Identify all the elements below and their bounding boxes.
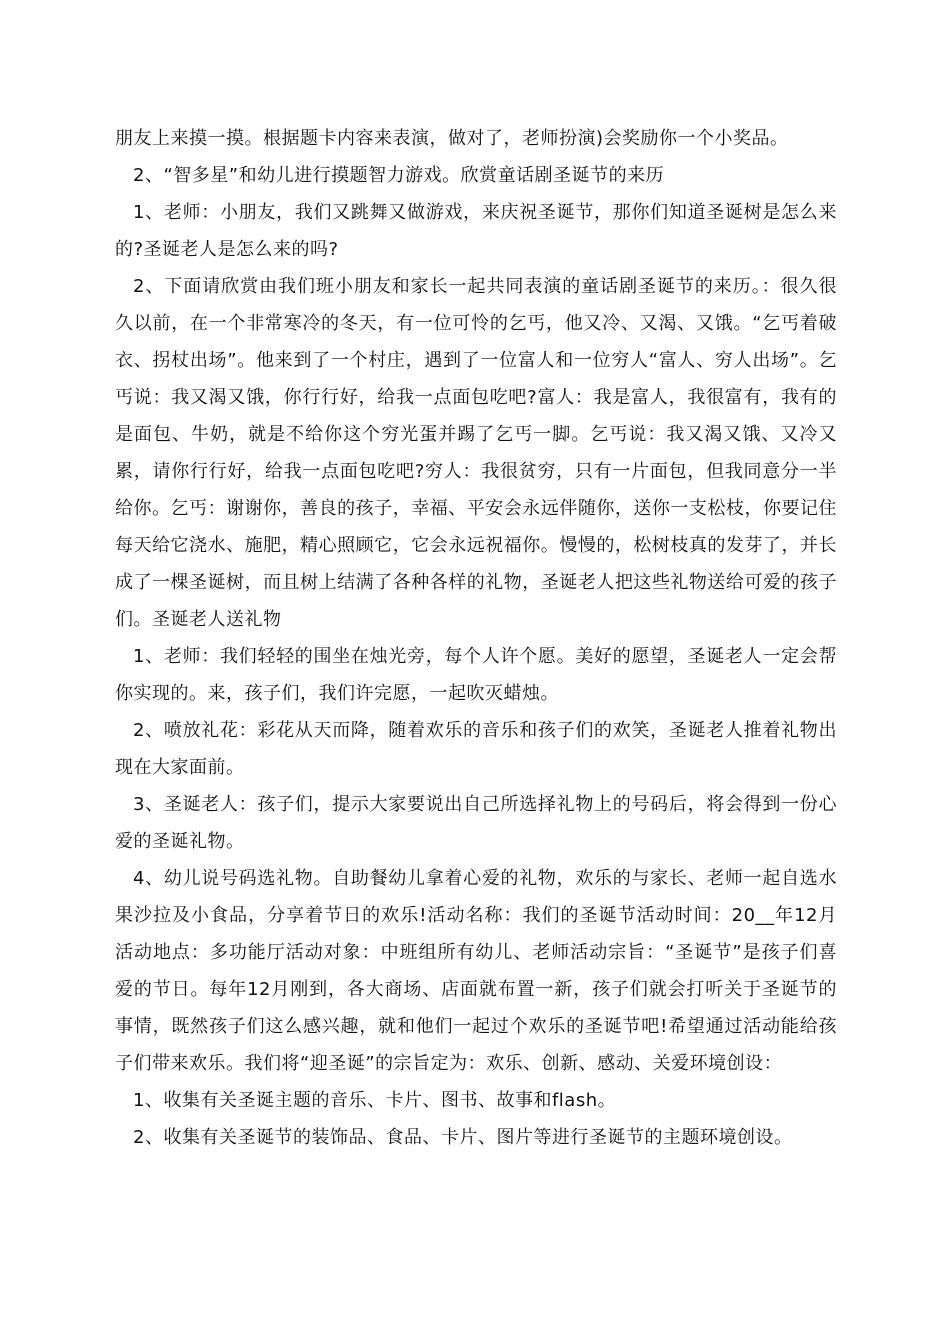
paragraph-10: 2、收集有关圣诞节的装饰品、食品、卡片、图片等进行圣诞节的主题环境创设。 bbox=[133, 1127, 793, 1148]
paragraph-5: 1、老师：我们轻轻的围坐在烛光旁，每个人许个愿。美好的愿望，圣诞老人一定会帮你实现的。来，孩子们，我们许完愿，一起吹灭蜡烛。 bbox=[115, 646, 837, 704]
paragraph-6: 2、喷放礼花：彩花从天而降，随着欢乐的音乐和孩子们的欢笑，圣诞老人推着礼物出现在大家面前。 bbox=[115, 720, 837, 778]
paragraph-4: 2、下面请欣赏由我们班小朋友和家长一起共同表演的童话剧圣诞节的来历。：很久很久以前，在一个非常寒冷的冬天，有一位可怜的乞丐，他又冷、又渴、又饿。“乞丐着破衣、拐杖出场”。他来到了一个村庄，遇到了一位富人和一位穷人“富人、穷人出场”。乞丐说：我又渴又饿，你行行好，给我一点面包吃吧?富人：我是富人，我很富有，我有的是面包、牛奶，就是不给你这个穷光蛋并踢了乞丐一脚。乞丐说：我又渴又饿、又冷又累，请你行行好，给我一点面包吃吧?穷人：我很贫穷，只有一片面包，但我同意分一半给你。乞丐：谢谢你，善良的孩子，幸福、平安会永远伴随你，送你一支松枝，你要记住每天给它浇水、施肥，精心照顾它，它会永远祝福你。慢慢的，松树枝真的发芽了，并长成了一棵圣诞树，而且树上结满了各种各样的礼物，圣诞老人把这些礼物送给可爱的孩子们。圣诞老人送礼物 bbox=[115, 276, 837, 630]
document-body bbox=[115, 120, 837, 1156]
paragraph-9: 1、收集有关圣诞主题的音乐、卡片、图书、故事和flash。 bbox=[133, 1090, 617, 1111]
paragraph-3: 1、老师：小朋友，我们又跳舞又做游戏，来庆祝圣诞节，那你们知道圣诞树是怎么来的?圣诞老人是怎么来的吗? bbox=[115, 202, 837, 260]
paragraph-8: 4、幼儿说号码选礼物。自助餐幼儿拿着心爱的礼物，欢乐的与家长、老师一起自选水果沙拉及小食品，分享着节日的欢乐!活动名称：我们的圣诞节活动时间：20__年12月活动地点：多功能厅活动对象：中班组所有幼儿、老师活动宗旨：“圣诞节”是孩子们喜爱的节日。每年12月刚到，各大商场、店面就布置一新，孩子们就会打听关于圣诞节的事情，既然孩子们这么感兴趣，就和他们一起过个欢乐的圣诞节吧!希望通过活动能给孩子们带来欢乐。我们将“迎圣诞”的宗旨定为：欢乐、创新、感动、关爱环境创设： bbox=[115, 868, 837, 1074]
paragraph-1: 朋友上来摸一摸。根据题卡内容来表演，做对了，老师扮演)会奖励你一个小奖品。 bbox=[115, 128, 789, 149]
paragraph-2: 2、“智多星”和幼儿进行摸题智力游戏。欣赏童话剧圣诞节的来历 bbox=[133, 165, 665, 186]
paragraph-7: 3、圣诞老人：孩子们，提示大家要说出自己所选择礼物上的号码后，将会得到一份心爱的圣诞礼物。 bbox=[115, 794, 837, 852]
